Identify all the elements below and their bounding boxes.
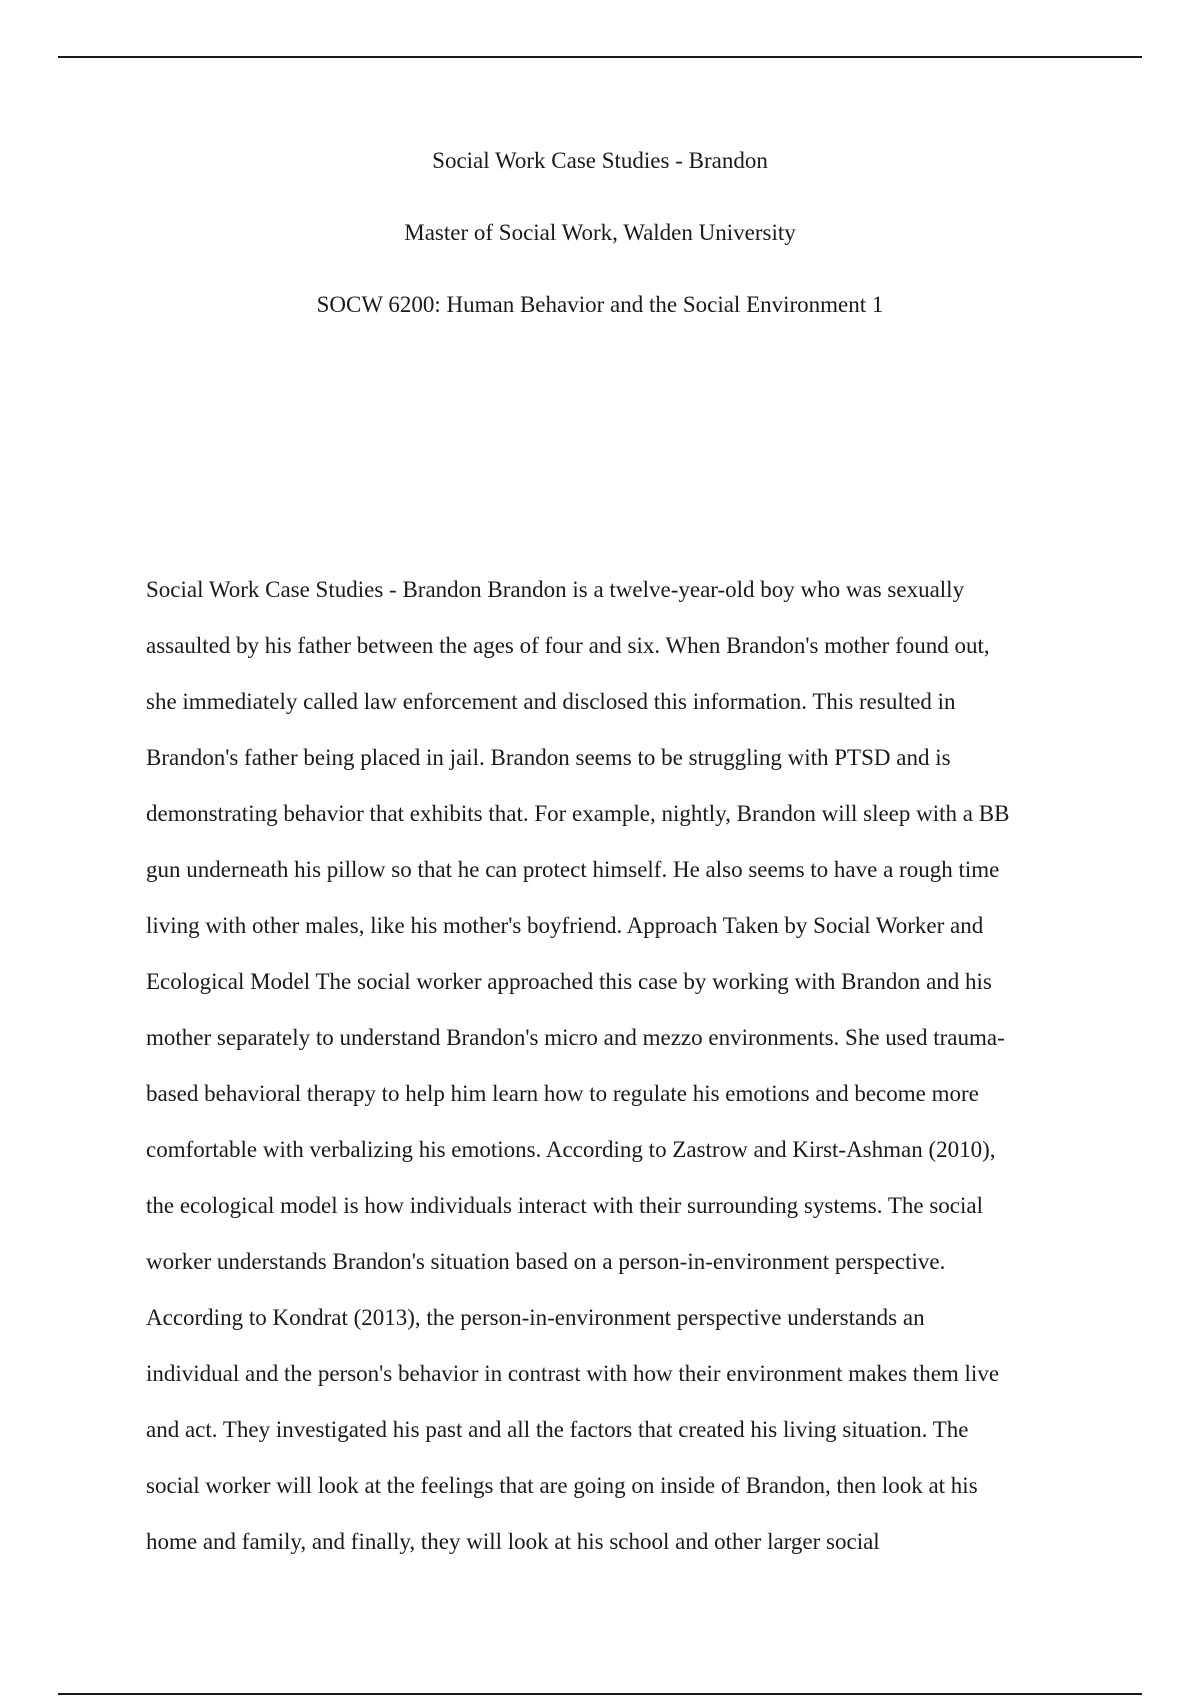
body-line: Brandon's father being placed in jail. Brandon seems to be struggling with PTSD and is	[146, 745, 951, 770]
top-rule	[58, 56, 1142, 58]
body-line: gun underneath his pillow so that he can protect himself. He also seems to have a rough time	[146, 857, 1000, 882]
body-line: worker understands Brandon's situation based on a person-in-environment perspective.	[146, 1249, 946, 1274]
body-line: home and family, and finally, they will look at his school and other larger social	[146, 1529, 880, 1554]
body-line: Social Work Case Studies - Brandon Brandon is a twelve-year-old boy who was sexually	[146, 577, 965, 602]
body-line: mother separately to understand Brandon's micro and mezzo environments. She used trauma-	[146, 1025, 1005, 1050]
body-line: assaulted by his father between the ages of four and six. When Brandon's mother found out,	[146, 633, 990, 658]
body-line: the ecological model is how individuals interact with their surrounding systems. The social	[146, 1193, 983, 1218]
bottom-rule	[58, 1693, 1142, 1695]
body-line: demonstrating behavior that exhibits that. For example, nightly, Brandon will sleep with a BB	[146, 801, 1010, 826]
body-line: living with other males, like his mother's boyfriend. Approach Taken by Social Worker and	[146, 913, 984, 938]
body-line: comfortable with verbalizing his emotions. According to Zastrow and Kirst-Ashman (2010),	[146, 1137, 996, 1162]
body-line: Ecological Model The social worker approached this case by working with Brandon and his	[146, 969, 992, 994]
paper-title: Social Work Case Studies - Brandon	[432, 148, 768, 173]
body-line: and act. They investigated his past and all the factors that created his living situation. The	[146, 1417, 969, 1442]
body-line: individual and the person's behavior in contrast with how their environment makes them live	[146, 1361, 1000, 1386]
program-line: Master of Social Work, Walden University	[404, 220, 796, 245]
title-block	[0, 140, 1200, 356]
body-paragraph	[146, 570, 1066, 1578]
body-line: According to Kondrat (2013), the person-in-environment perspective understands an	[146, 1305, 925, 1330]
body-line: based behavioral therapy to help him learn how to regulate his emotions and become more	[146, 1081, 979, 1106]
body-line: social worker will look at the feelings that are going on inside of Brandon, then look at his	[146, 1473, 978, 1498]
course-line: SOCW 6200: Human Behavior and the Social Environment 1	[316, 292, 884, 317]
body-line: she immediately called law enforcement and disclosed this information. This resulted in	[146, 689, 956, 714]
